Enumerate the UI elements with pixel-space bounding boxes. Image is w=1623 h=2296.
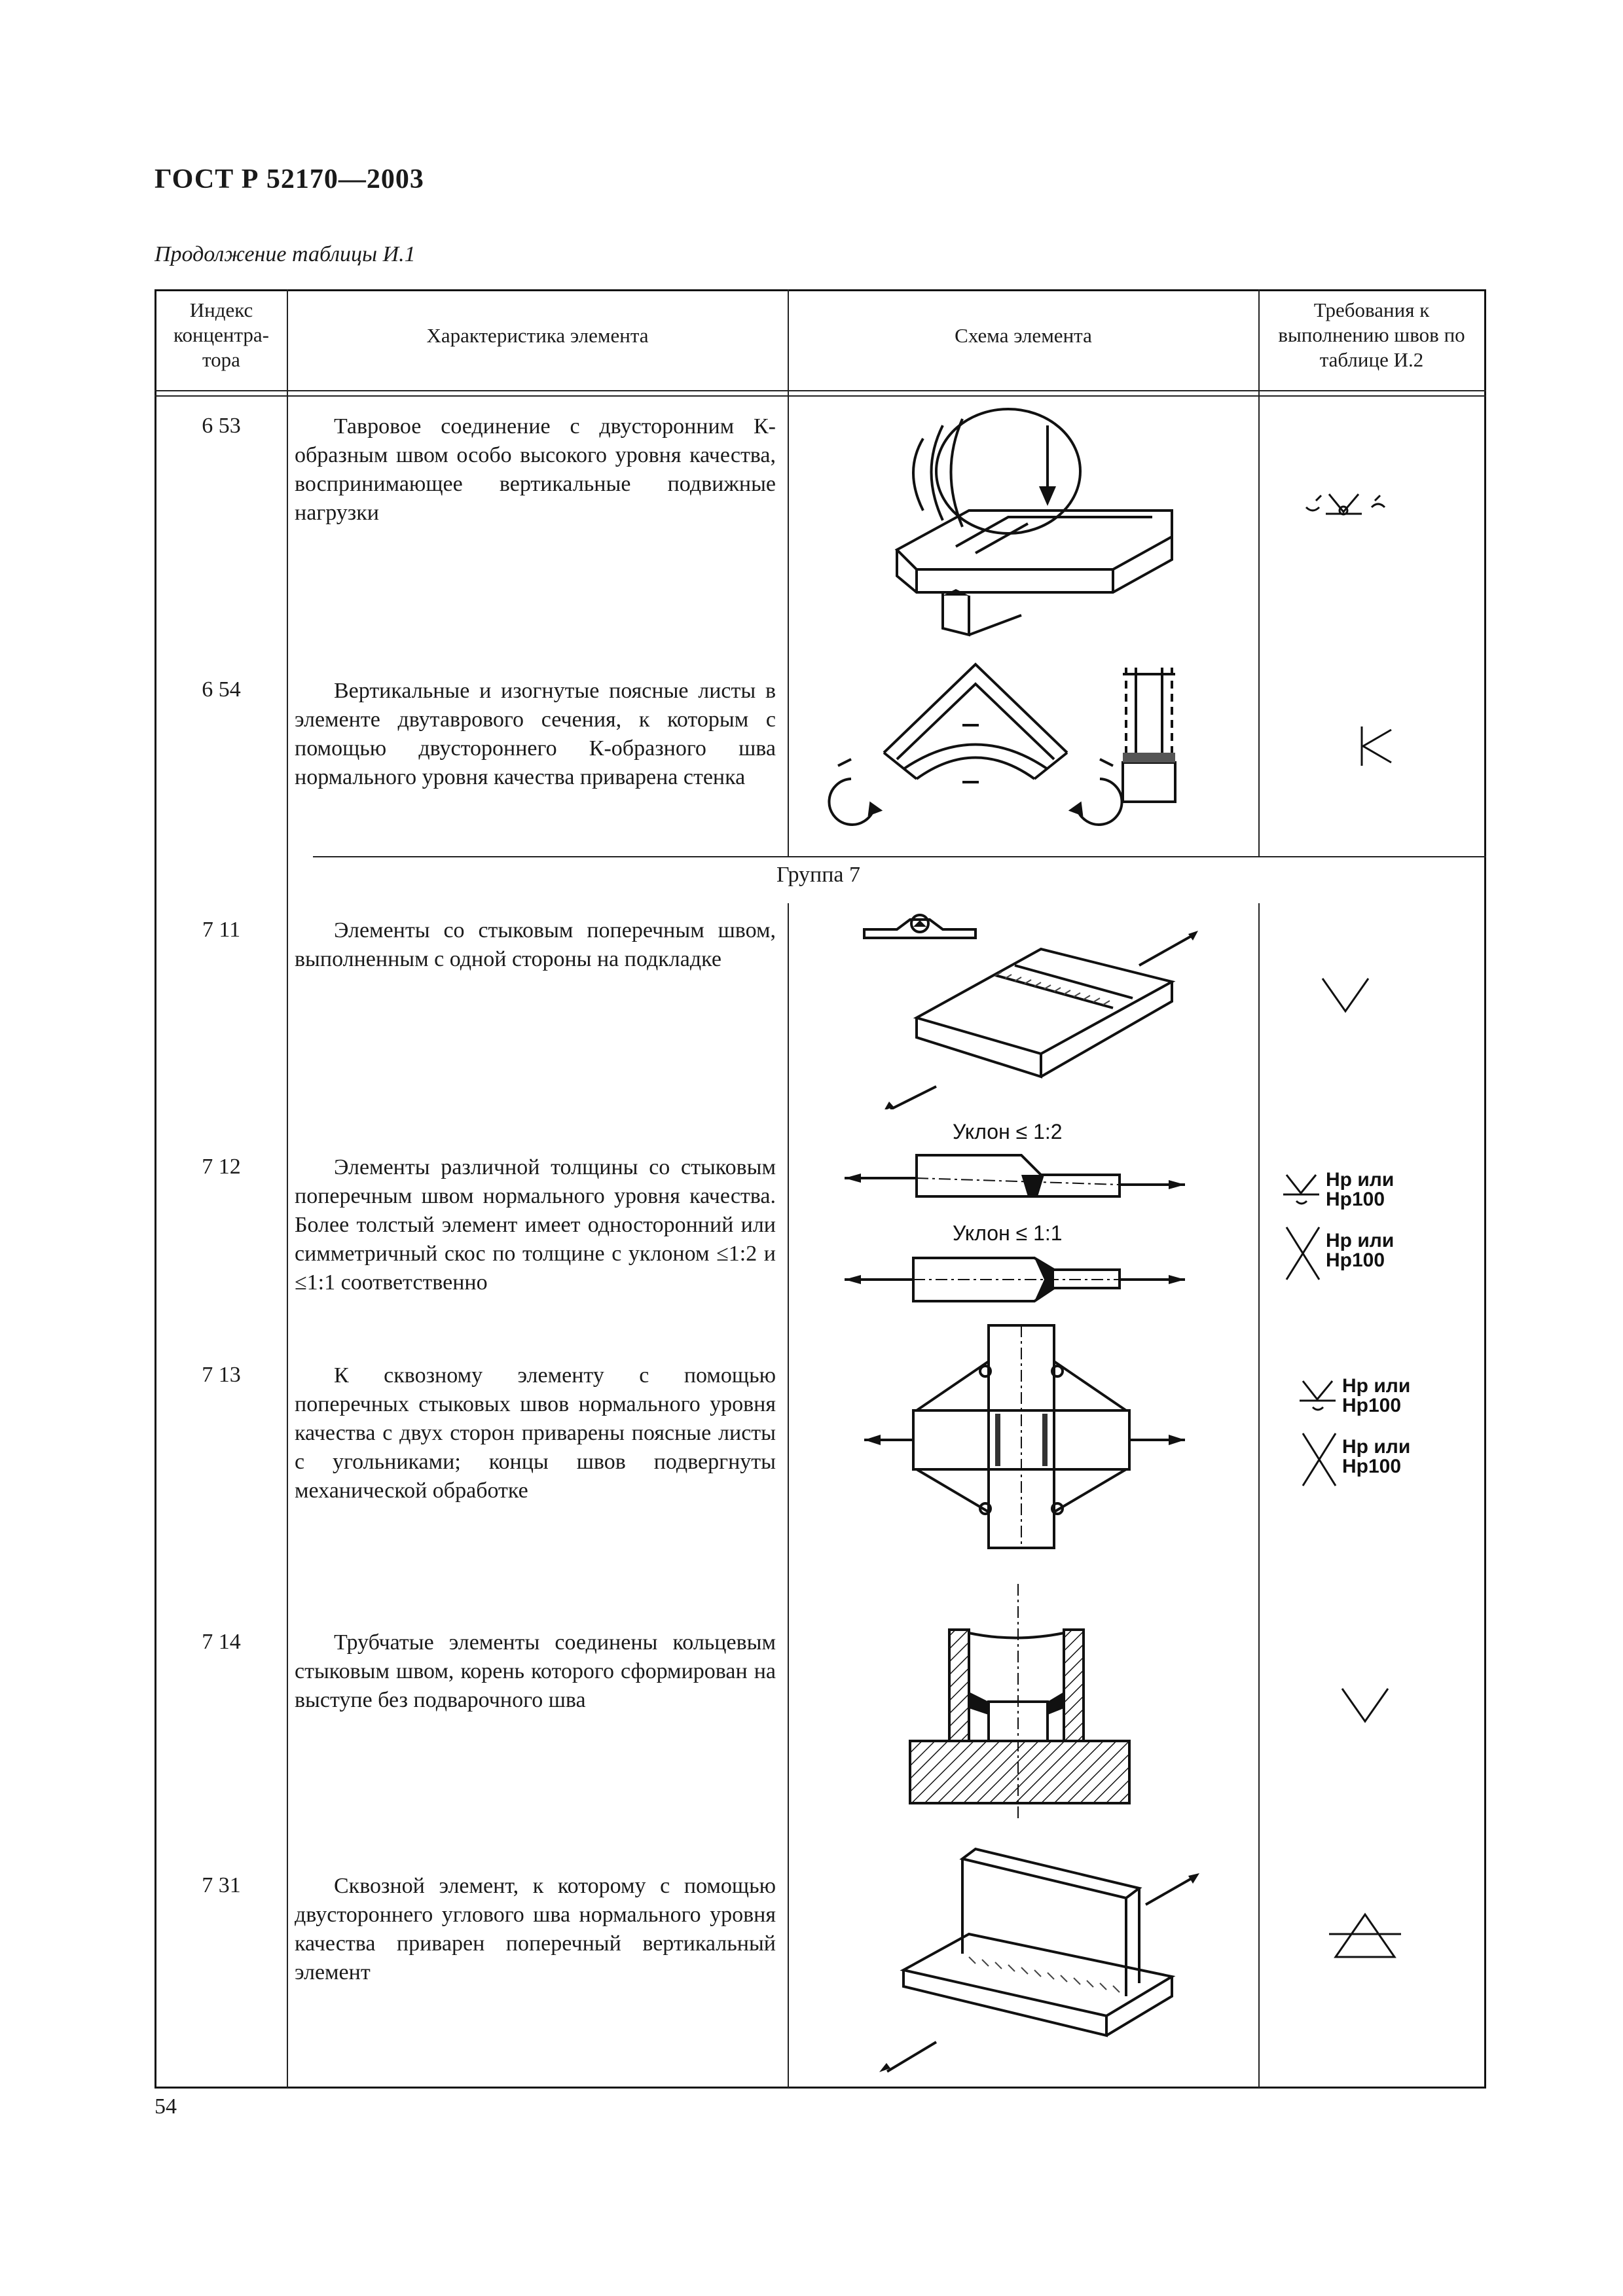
table-top-border (155, 289, 1486, 291)
row-description: Элементы различной толщины со стыковым поперечным швом нормального уровня качества. Более толстый элемент имеет односторонний или симметричный скос по толщине с уклоном ≤1:2 и ≤1:1 соответственно (295, 1155, 776, 1295)
header-separator-2 (155, 395, 1486, 397)
row-index: 7 31 (202, 1873, 241, 1897)
req-hp100: Нр100 (1342, 1456, 1402, 1477)
req-hp100: Нр100 (1342, 1395, 1402, 1416)
table-right-border (1484, 289, 1486, 2088)
row-description: К сквозному элементу с помощью поперечных стыковых швов нормального уровня качества с двух сторон приварены поясные листы с угольниками; концы швов подвергнуты механической обработке (295, 1363, 776, 1503)
weld-symbol-v-2 (1339, 1685, 1391, 1725)
scheme-6-53 (877, 399, 1218, 648)
req-hp-or: Нр или (1326, 1169, 1395, 1191)
weld-symbol-fillet-both (1326, 1908, 1404, 1960)
table-bottom-border (155, 2087, 1486, 2089)
header-separator (155, 390, 1486, 391)
weld-symbol-k (1355, 723, 1401, 769)
table-left-border (155, 289, 156, 2088)
req-hp100: Нр100 (1326, 1189, 1385, 1210)
col-sep-3b (1258, 903, 1260, 2088)
page-number: 54 (155, 2094, 177, 2119)
row-description: Сквозной элемент, к которому с помощью двустороннего углового шва нормального уровня качества приварен поперечный вертикальный элемент (295, 1874, 776, 1984)
col-sep-2b (788, 903, 789, 2088)
group-label: Группа 7 (776, 863, 861, 887)
weld-symbol-v-hp-2 (1296, 1371, 1453, 1489)
col-sep-3a (1258, 289, 1260, 856)
row-index: 6 54 (202, 677, 241, 702)
table-continuation-caption: Продолжение таблицы И.1 (155, 242, 416, 266)
scheme-7-14 (903, 1577, 1139, 1826)
header-scheme: Схема элемента (955, 324, 1092, 347)
col-sep-1 (287, 289, 288, 2088)
req-hp-or: Нр или (1342, 1436, 1411, 1458)
group-separator (313, 856, 1486, 857)
scheme-7-31 (858, 1839, 1224, 2081)
scheme-7-11 (858, 900, 1211, 1109)
req-hp-or: Нр или (1342, 1375, 1411, 1397)
row-description: Трубчатые элементы соединены кольцевым стыковым швом, корень которого сформирован на выступе без подварочного шва (295, 1630, 776, 1712)
row-description: Элементы со стыковым поперечным швом, выполненным с одной стороны на подкладке (295, 918, 776, 971)
header-index: Индекс концентра-тора (173, 298, 270, 371)
row-index: 7 14 (202, 1630, 241, 1654)
slope-label-1-1: Уклон ≤ 1:1 (953, 1221, 1063, 1245)
row-description: Вертикальные и изогнутые поясные листы в элементе двутаврового сечения, к которым с помощью двустороннего К-образного шва нормального уровня качества приварена стенка (295, 679, 776, 789)
weld-symbol-k-special (1300, 484, 1398, 530)
row-index: 7 13 (202, 1363, 241, 1387)
weld-symbol-v-hp (1280, 1165, 1437, 1283)
row-index: 6 53 (202, 414, 241, 438)
row-index: 7 11 (202, 918, 241, 942)
req-hp-or: Нр или (1326, 1230, 1395, 1251)
col-sep-2a (788, 289, 789, 856)
row-index: 7 12 (202, 1155, 241, 1179)
scheme-6-54 (812, 655, 1250, 844)
req-hp100: Нр100 (1326, 1249, 1385, 1271)
header-characteristic: Характеристика элемента (426, 324, 649, 347)
scheme-7-12 (838, 1113, 1244, 1316)
slope-label-1-2: Уклон ≤ 1:2 (953, 1120, 1063, 1143)
scheme-7-13 (851, 1322, 1231, 1551)
header-requirements: Требования к выполнению швов по таблице И.2 (1278, 298, 1465, 371)
row-description: Тавровое соединение с двусторонним К-образным швом особо высокого уровня качества, воспринимающее вертикальные подвижные нагрузки (295, 414, 776, 525)
document-title: ГОСТ Р 52170—2003 (155, 164, 424, 194)
weld-symbol-v (1319, 975, 1372, 1014)
